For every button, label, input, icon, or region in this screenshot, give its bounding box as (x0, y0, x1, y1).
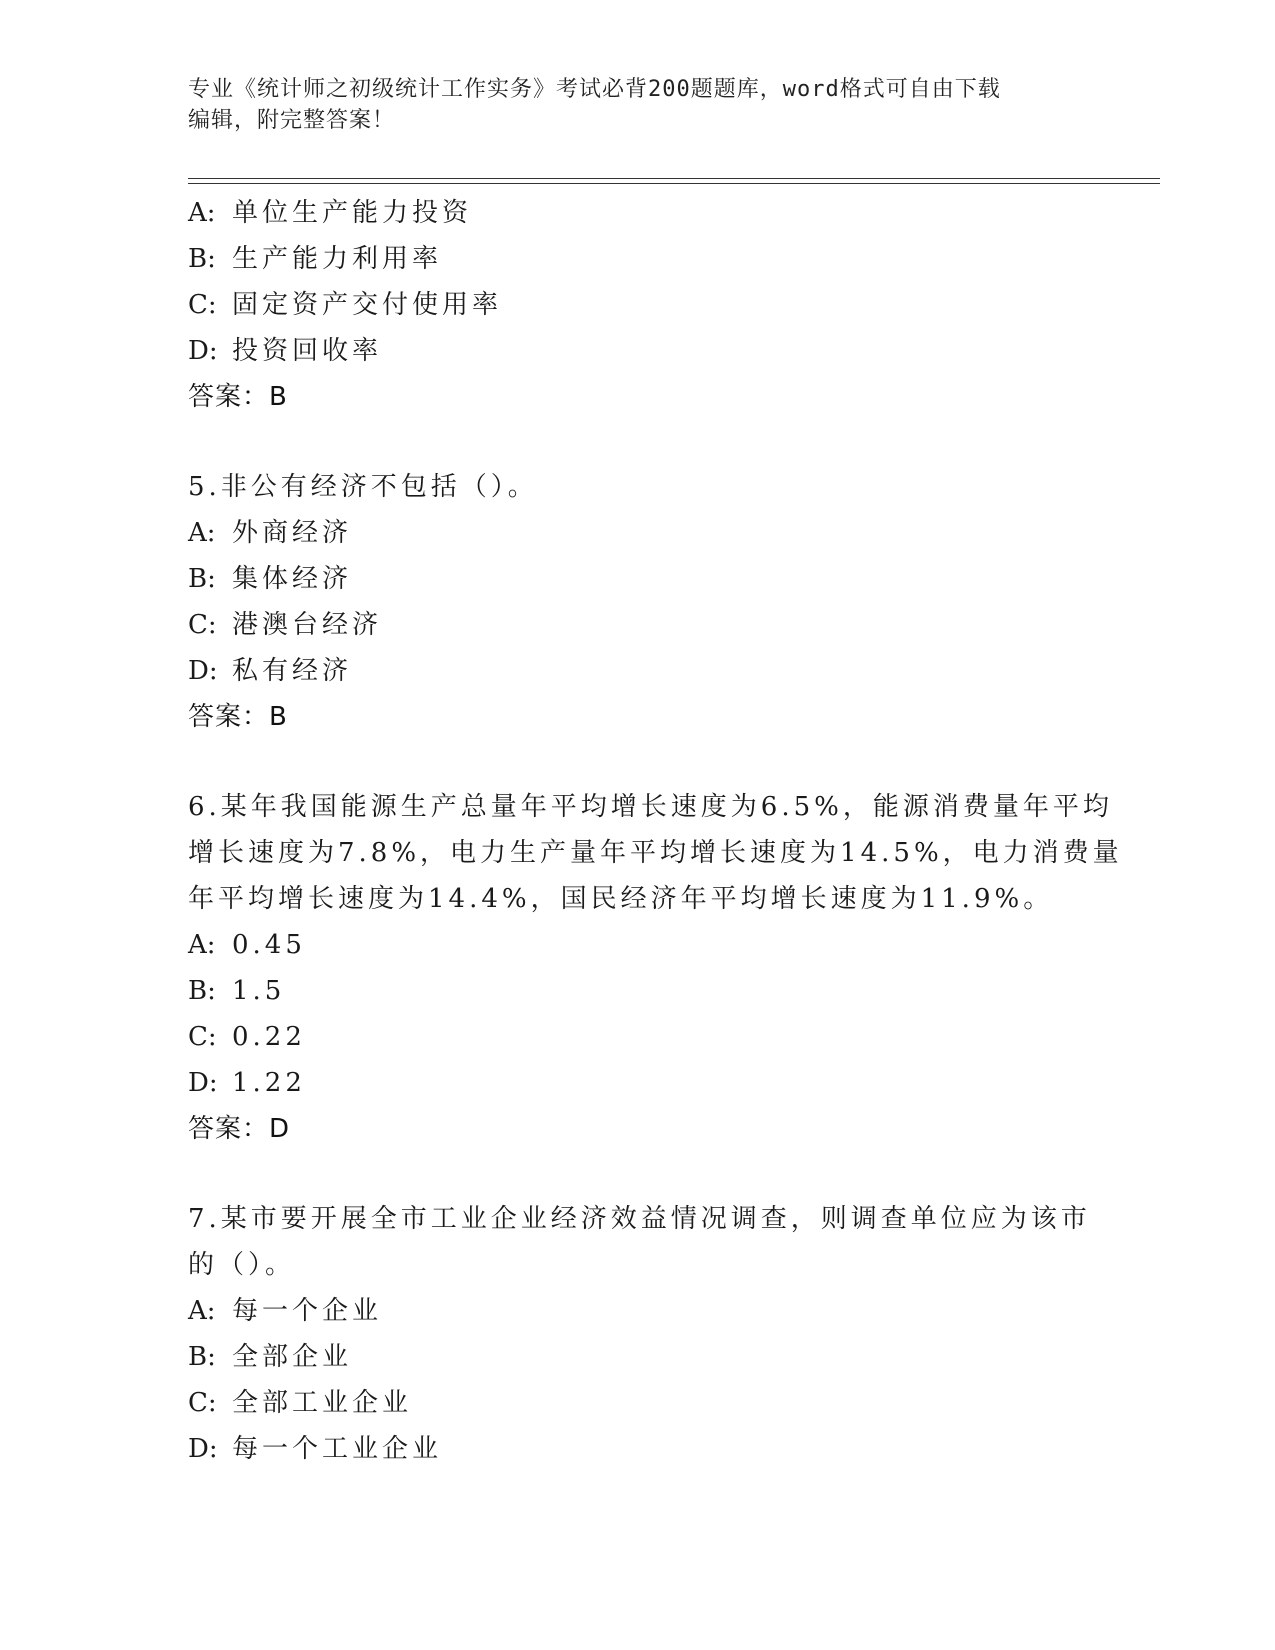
question-stem-line-2: 的（）。 (188, 1250, 296, 1280)
option-b: B: 生产能力利用率 (188, 244, 443, 274)
question-4 (188, 190, 1088, 420)
question-stem-line-3: 年平均增长速度为14.4%，国民经济年平均增长速度为11.9%。 (188, 884, 1054, 914)
option-b: B: 全部企业 (188, 1342, 353, 1372)
option-b: B: 集体经济 (188, 564, 353, 594)
question-7 (188, 1196, 1091, 1472)
question-stem: 5.非公有经济不包括（）。 (188, 472, 538, 502)
question-stem-line-2: 增长速度为7.8%，电力生产量年平均增长速度为14.5%，电力消费量 (188, 838, 1123, 868)
option-a: A: 单位生产能力投资 (188, 198, 473, 228)
header-title-line-1: 专业《统计师之初级统计工作实务》考试必背200题题库，word格式可自由下载 (188, 77, 1001, 102)
option-a: A: 0.45 (188, 930, 306, 960)
header-title-line-2: 编辑，附完整答案！ (188, 108, 396, 133)
option-c: C: 0.22 (188, 1022, 306, 1052)
answer-line: 答案：D (188, 1114, 291, 1144)
option-c: C: 固定资产交付使用率 (188, 290, 503, 320)
header-divider (188, 178, 1160, 184)
option-d: D: 每一个工业企业 (188, 1434, 443, 1464)
answer-line: 答案：B (188, 702, 288, 732)
option-c: C: 港澳台经济 (188, 610, 383, 640)
option-a: A: 每一个企业 (188, 1296, 383, 1326)
question-6 (188, 784, 1123, 1152)
answer-line: 答案：B (188, 382, 288, 412)
option-d: D: 1.22 (188, 1068, 306, 1098)
option-d: D: 投资回收率 (188, 336, 383, 366)
option-c: C: 全部工业企业 (188, 1388, 413, 1418)
option-b: B: 1.5 (188, 976, 286, 1006)
document-header (188, 74, 1088, 136)
question-5 (188, 464, 1088, 740)
question-stem-line-1: 7.某市要开展全市工业企业经济效益情况调查，则调查单位应为该市 (188, 1204, 1091, 1234)
option-a: A: 外商经济 (188, 518, 353, 548)
question-list (188, 190, 1123, 1472)
question-stem-line-1: 6.某年我国能源生产总量年平均增长速度为6.5%，能源消费量年平均 (188, 792, 1113, 822)
option-d: D: 私有经济 (188, 656, 353, 686)
